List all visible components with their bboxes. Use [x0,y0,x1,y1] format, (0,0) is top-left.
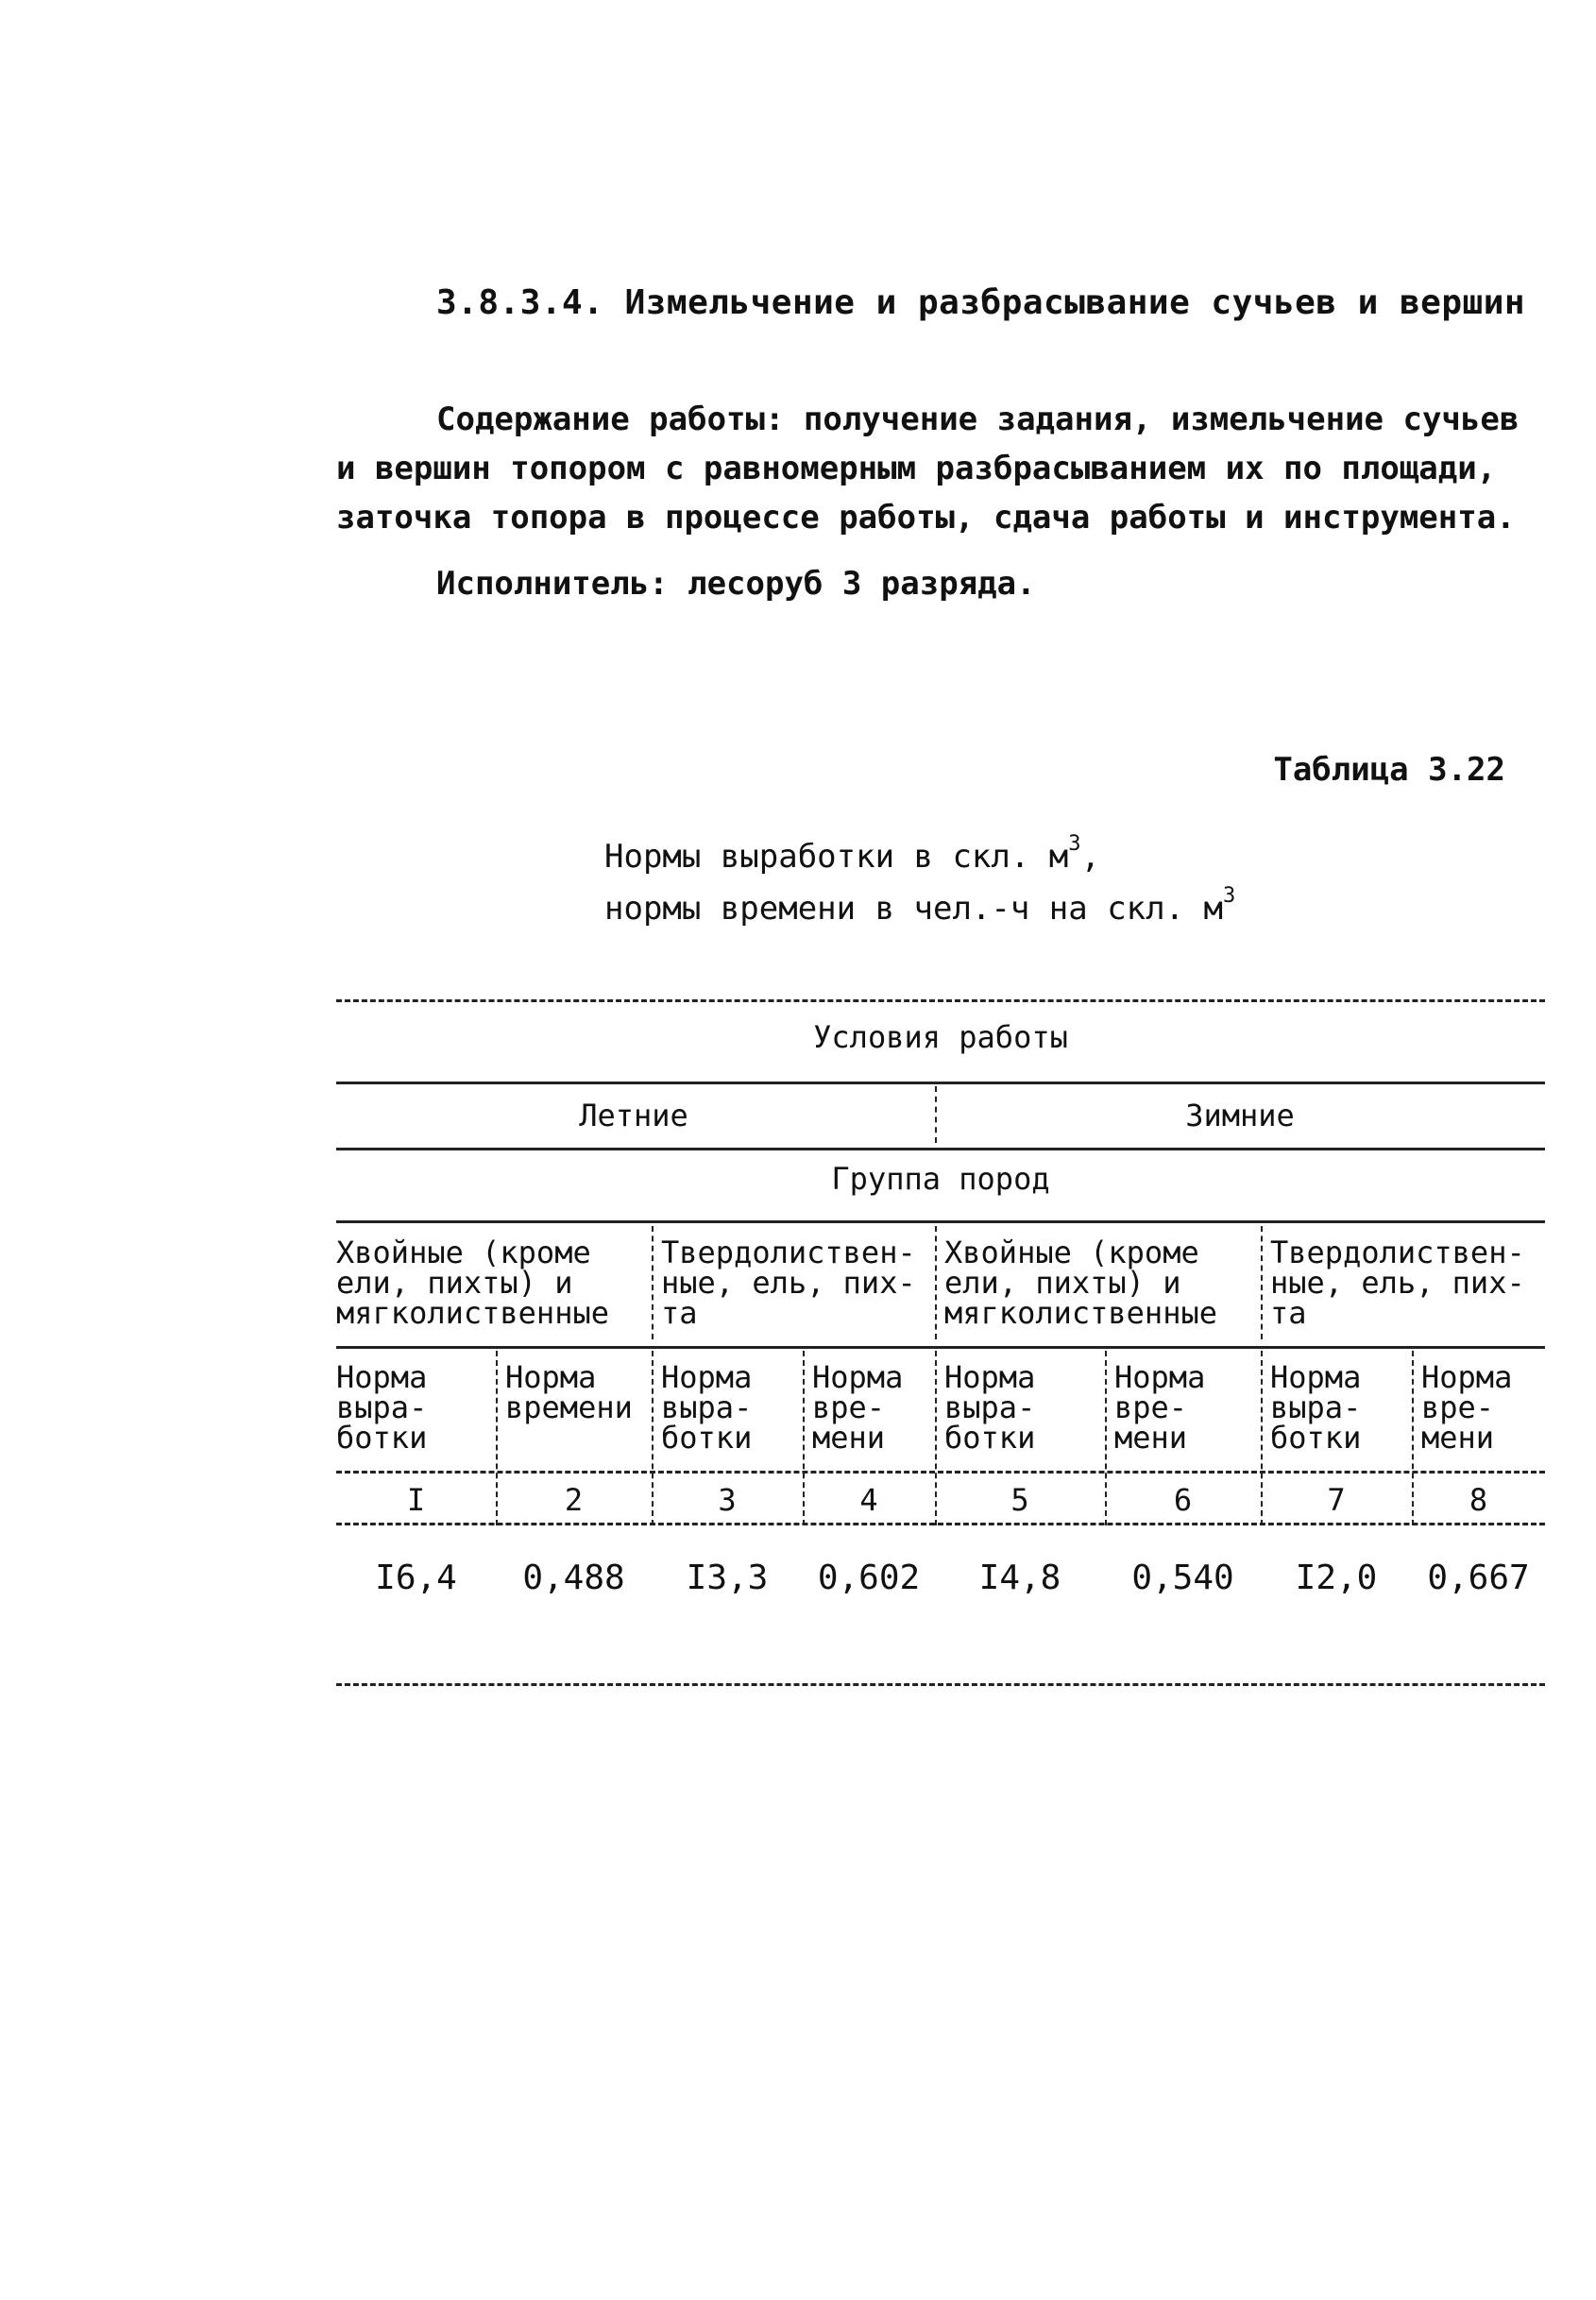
content-line-2: и вершин топором с равномерным разбрасыванием их по площади, [336,450,1497,487]
value-8: 0,667 [1427,1559,1530,1597]
col-header-3: Норма выра- ботки [661,1359,753,1456]
work-content-paragraph [336,395,1520,542]
col-number-5: 5 [1010,1482,1029,1518]
table-top-rule [336,999,1545,1002]
col-header-5: Норма выра- ботки [944,1359,1036,1456]
col-number-7: 7 [1327,1482,1346,1518]
value-3: I3,3 [686,1559,769,1597]
season-divider [935,1086,937,1143]
col-number-3: 3 [718,1482,737,1518]
group-3: Хвойные (кроме ели, пихты) и мягколиственные [944,1235,1217,1331]
rule-under-col-numbers [336,1523,1545,1525]
content-line-1: Содержание работы: получение задания, измельчение сучьев [436,400,1520,438]
executor-paragraph [336,559,1517,608]
superscript-3: 3 [1223,884,1236,908]
content-line-3: заточка топора в процессе работы, сдача работы и инструмента. [336,499,1516,537]
col-header-4: Норма вре- мени [812,1359,904,1456]
group-divider-2 [935,1226,937,1339]
col-header-7: Норма выра- ботки [1270,1359,1362,1456]
value-2: 0,488 [522,1559,625,1597]
group-divider-3 [1261,1226,1263,1339]
caption-line-1: Нормы выработки в скл. $м^3$, [604,832,1101,876]
value-4: 0,602 [817,1559,921,1597]
value-1: I6,4 [375,1559,457,1597]
value-7: I2,0 [1295,1559,1378,1597]
col-number-6: 6 [1173,1482,1193,1518]
season-winter: Зимние [1185,1098,1295,1133]
rule-under-seasons [336,1148,1545,1150]
value-6: 0,540 [1131,1559,1234,1597]
col-number-4: 4 [859,1482,878,1518]
table-number: Таблица 3.22 [1273,751,1505,789]
col-number-2: 2 [564,1482,584,1518]
col-header-2: Норма времени [505,1359,633,1425]
season-summer: Летние [579,1098,688,1133]
conditions-header: Условия работы [813,1019,1068,1055]
col-header-8: Норма вре- мени [1421,1359,1513,1456]
section-heading: 3.8.3.4. Измельчение и разбрасывание сучьев и вершин [436,283,1526,322]
executor-line: Исполнитель: лесоруб 3 разряда. [436,565,1036,603]
value-5: I4,8 [978,1559,1061,1597]
col-number-8: 8 [1469,1482,1488,1518]
rule-under-groups [336,1346,1545,1349]
rule-under-col-headers [336,1471,1545,1474]
group-1: Хвойные (кроме ели, пихты) и мягколиственные [336,1235,609,1331]
group-divider-1 [652,1226,654,1339]
col-number-1: I [406,1482,426,1518]
group-2: Твердолиствен- ные, ель, пих- та [661,1235,916,1331]
species-header: Группа пород [831,1161,1050,1197]
table-caption [604,831,1235,935]
group-4: Твердолиствен- ные, ель, пих- та [1270,1235,1525,1331]
rule-under-species [336,1220,1545,1223]
superscript-3: 3 [1068,832,1081,856]
col-header-6: Норма вре- мени [1114,1359,1206,1456]
rule-under-conditions [336,1082,1545,1084]
col-header-1: Норма выра- ботки [336,1359,428,1456]
table-bottom-rule [336,1683,1545,1686]
caption-line-2: нормы времени в чел.-ч на скл. $м^3$ [604,884,1236,928]
